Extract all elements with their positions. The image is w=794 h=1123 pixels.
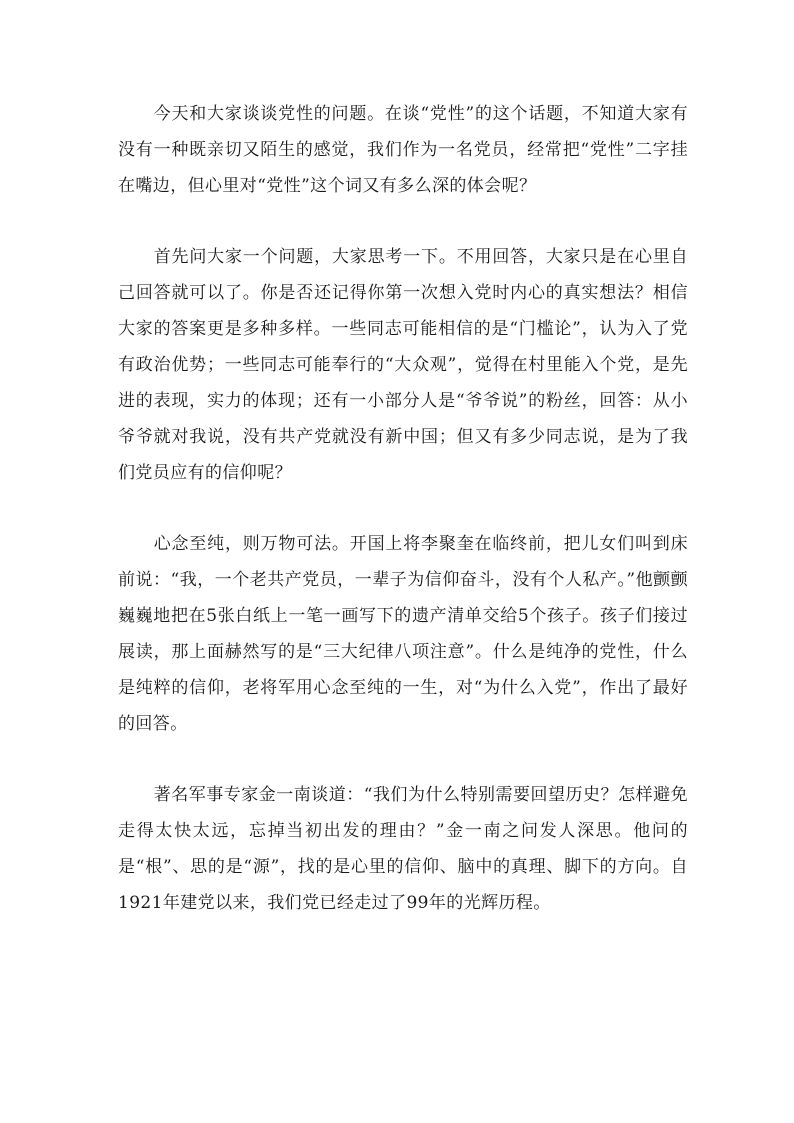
paragraph-2: 首先问大家一个问题，大家思考一下。不用回答，大家只是在心里自己回答就可以了。你是否还记得你第一次想入党时内心的真实想法？相信大家的答案更是多种多样。一些同志可能相信的是“门槛论”，认为入了党有政治优势；一些同志可能奉行的“大众观”，觉得在村里能入个党，是先进的表现，实力的体现；还有一小部分人是“爷爷说”的粉丝，回答：从小爷爷就对我说，没有共产党就没有新中国；但又有多少同志说，是为了我们党员应有的信仰呢？ bbox=[118, 247, 688, 483]
paragraph-1: 今天和大家谈谈党性的问题。在谈“党性”的这个话题，不知道大家有没有一种既亲切又陌生的感觉，我们作为一名党员，经常把“党性”二字挂在嘴边，但心里对“党性”这个词又有多么深的体会呢？ bbox=[118, 104, 688, 196]
document-body bbox=[118, 96, 688, 921]
paragraph-3: 心念至纯，则万物可法。开国上将李聚奎在临终前，把儿女们叫到床前说：“我，一个老共产党员，一辈子为信仰奋斗，没有个人私产。”他颤颤巍巍地把在5张白纸上一笔一画写下的遗产清单交给5个孩子。孩子们接过展读，那上面赫然写的是“三大纪律八项注意”。什么是纯净的党性，什么是纯粹的信仰，老将军用心念至纯的一生，对“为什么入党”，作出了最好的回答。 bbox=[118, 534, 688, 734]
paragraph-4: 著名军事专家金一南谈道：“我们为什么特别需要回望历史？怎样避免走得太快太远，忘掉当初出发的理由？”金一南之问发人深思。他问的是“根”、思的是“源”，找的是心里的信仰、脑中的真理、脚下的方向。自1921年建党以来，我们党已经走过了99年的光辉历程。 bbox=[118, 785, 688, 913]
